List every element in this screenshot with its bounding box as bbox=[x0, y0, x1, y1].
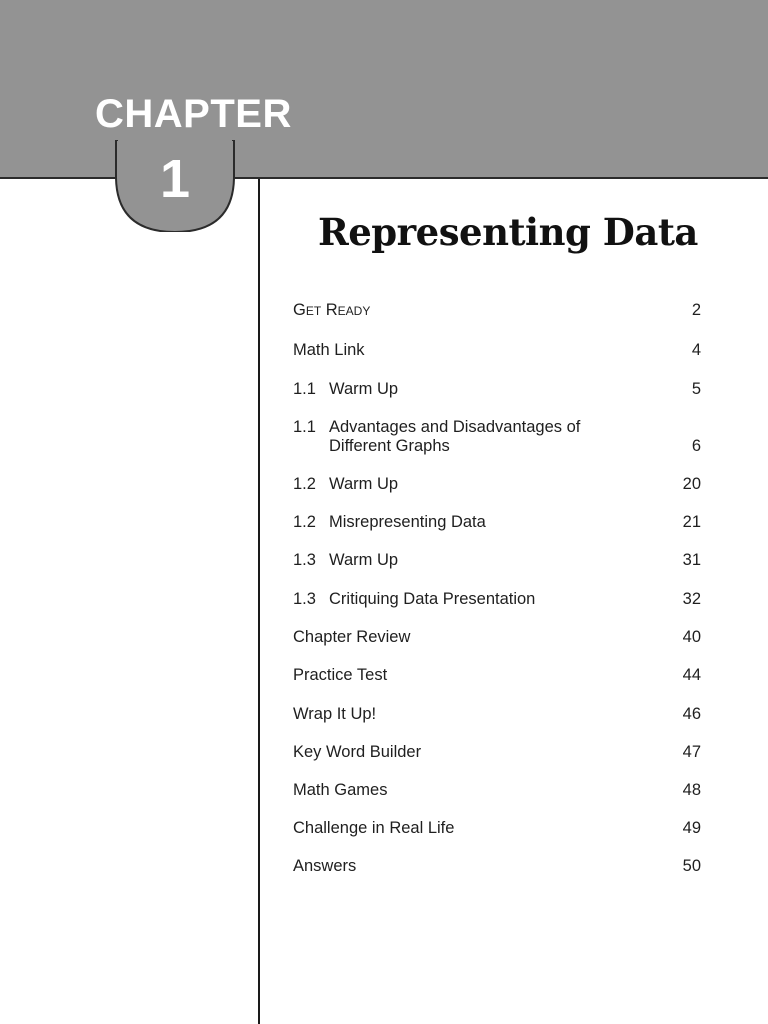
toc-entry-page: 2 bbox=[691, 301, 701, 319]
toc-entry-section-number: 1.1 bbox=[293, 380, 316, 398]
toc-entry-page: 40 bbox=[682, 628, 701, 646]
toc-entry-page: 31 bbox=[682, 551, 701, 569]
toc-entry-title: Answers bbox=[293, 857, 357, 875]
toc-entry-page: 48 bbox=[682, 781, 701, 799]
toc-entry-title: Wrap It Up! bbox=[293, 705, 377, 723]
toc-entry-page: 20 bbox=[682, 475, 701, 493]
chapter-number: 1 bbox=[159, 149, 191, 209]
toc-entry-title: Challenge in Real Life bbox=[293, 819, 455, 837]
toc-entry-page: 21 bbox=[682, 513, 701, 531]
toc-entry-page: 32 bbox=[682, 590, 701, 608]
toc-entry-page: 50 bbox=[682, 857, 701, 875]
toc-entry-section-number: 1.3 bbox=[293, 551, 316, 569]
toc-entry-section-number: 1.2 bbox=[293, 475, 316, 493]
toc-entry-title: Chapter Review bbox=[293, 628, 411, 646]
toc-entry-section-number: 1.1 bbox=[293, 418, 316, 436]
toc-entry-page: 49 bbox=[682, 819, 701, 837]
toc-entry-title: Misrepresenting Data bbox=[329, 513, 486, 531]
toc-entry-page: 5 bbox=[691, 380, 701, 398]
toc-entry-page: 44 bbox=[682, 666, 701, 684]
toc-entry-title: Warm Up bbox=[329, 475, 399, 493]
toc-entry-title: Practice Test bbox=[293, 666, 388, 684]
toc-entry-page: 46 bbox=[682, 705, 701, 723]
toc-entry-title: Warm Up bbox=[329, 380, 399, 398]
chapter-label: CHAPTER bbox=[95, 92, 292, 136]
toc-entry-title: Get Ready bbox=[293, 301, 371, 319]
toc-entry-title: Critiquing Data Presentation bbox=[329, 590, 536, 608]
vertical-divider bbox=[258, 179, 260, 1024]
toc-entry-title: Math Link bbox=[293, 341, 365, 359]
toc-entry-section-number: 1.3 bbox=[293, 590, 316, 608]
toc-entry-page: 4 bbox=[691, 341, 701, 359]
toc-entry-title: Math Games bbox=[293, 781, 388, 799]
page-title: Representing Data bbox=[318, 210, 698, 254]
toc-entry-title: Warm Up bbox=[329, 551, 399, 569]
toc-entry-page: 47 bbox=[682, 743, 701, 761]
toc-entry-page: 6 bbox=[691, 437, 701, 455]
toc-entry-title: Key Word Builder bbox=[293, 743, 422, 761]
toc-entry-title: Advantages and Disadvantages of bbox=[329, 418, 581, 436]
toc-entry-section-number: 1.2 bbox=[293, 513, 316, 531]
toc-entry-title-continued: Different Graphs bbox=[329, 437, 450, 455]
toc-entry-1-1-advantages[interactable] bbox=[293, 418, 701, 458]
